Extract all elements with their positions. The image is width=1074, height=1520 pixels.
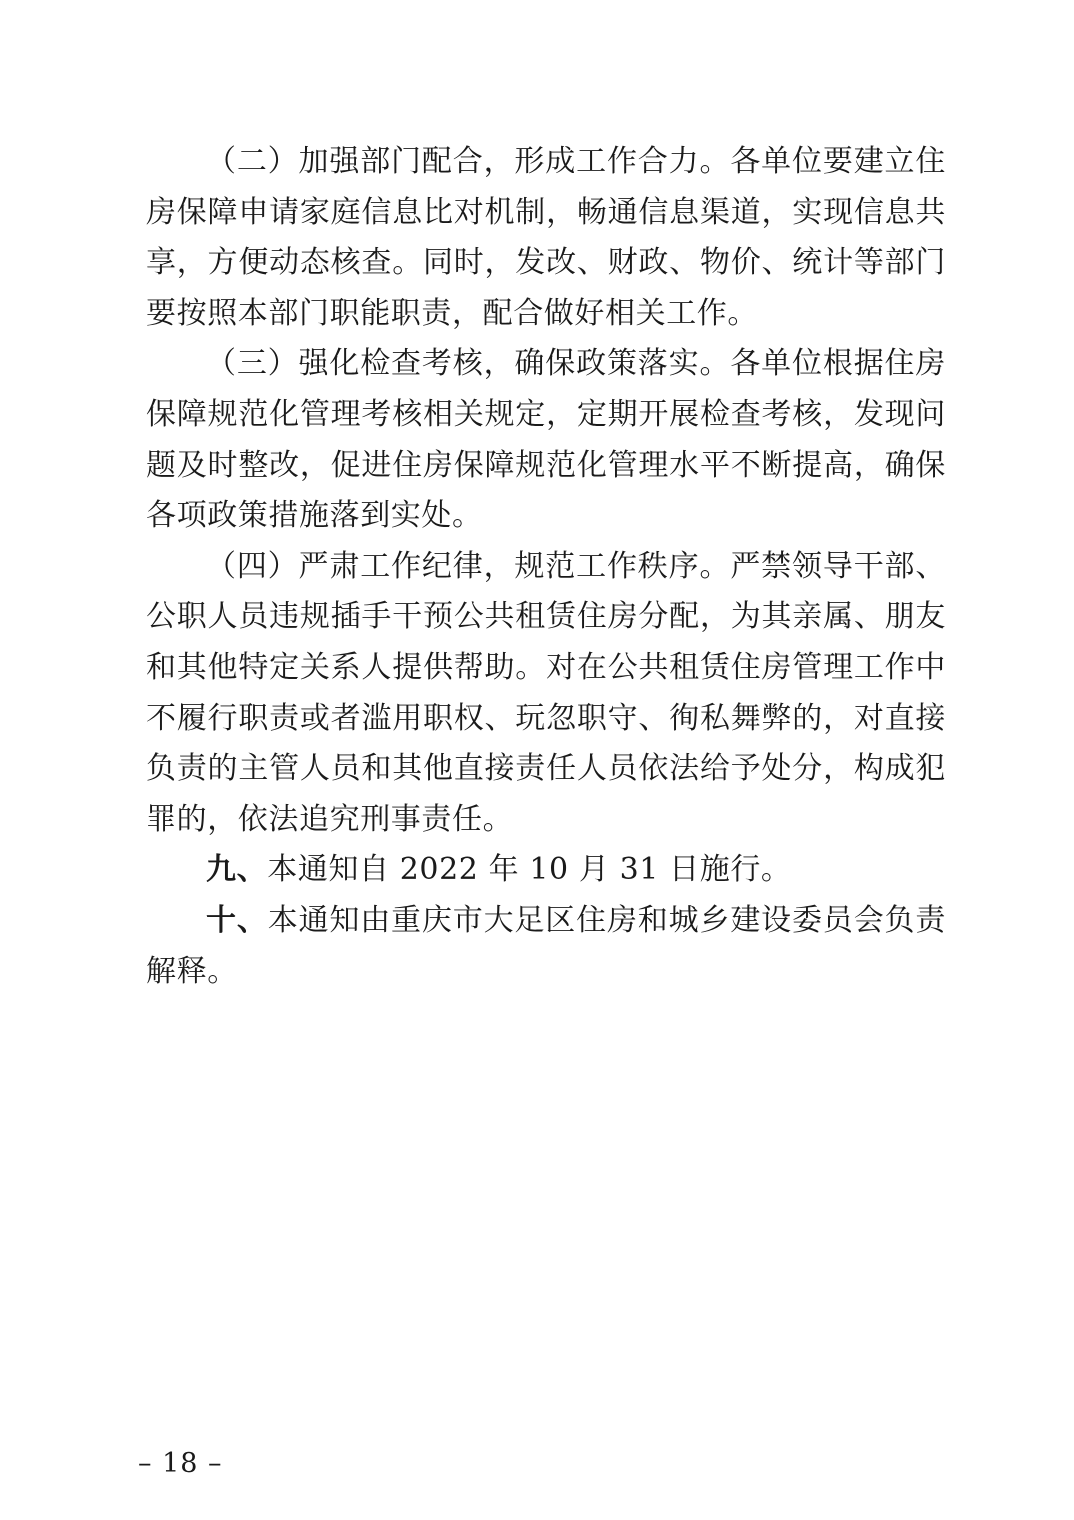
paragraph-text: （三）强化检查考核，确保政策落实。各单位根据住房保障规范化管理考核相关规定，定期开展检查考核，发现问题及时整改，促进住房保障规范化管理水平不断提高，确保各项政策措施落到实处。	[146, 346, 946, 534]
paragraph-article-9	[146, 845, 946, 896]
paragraph-article-10	[146, 896, 946, 997]
page-number: – 18 –	[138, 1448, 223, 1479]
paragraph-text: 本通知由重庆市大足区住房和城乡建设委员会负责解释。	[146, 902, 946, 989]
paragraph-text: （四）严肃工作纪律，规范工作秩序。严禁领导干部、公职人员违规插手干预公共租赁住房分配，为其亲属、朋友和其他特定关系人提供帮助。对在公共租赁住房管理工作中不履行职责或者滥用职权、玩忽职守、徇私舞弊的，对直接负责的主管人员和其他直接责任人员依法给予处分，构成犯罪的，依法追究刑事责任。	[146, 548, 946, 837]
paragraph-text: （二）加强部门配合，形成工作合力。各单位要建立住房保障申请家庭信息比对机制，畅通信息渠道，实现信息共享，方便动态核查。同时，发改、财政、物价、统计等部门要按照本部门职能职责，配合做好相关工作。	[146, 144, 946, 331]
document-body	[146, 137, 946, 997]
paragraph-section-2	[146, 137, 946, 339]
article-number: 九、	[206, 852, 268, 888]
paragraph-section-4	[146, 542, 946, 846]
article-number: 十、	[206, 902, 268, 938]
paragraph-text: 本通知自 2022 年 10 月 31 日施行。	[267, 852, 792, 888]
paragraph-section-3	[146, 339, 946, 541]
